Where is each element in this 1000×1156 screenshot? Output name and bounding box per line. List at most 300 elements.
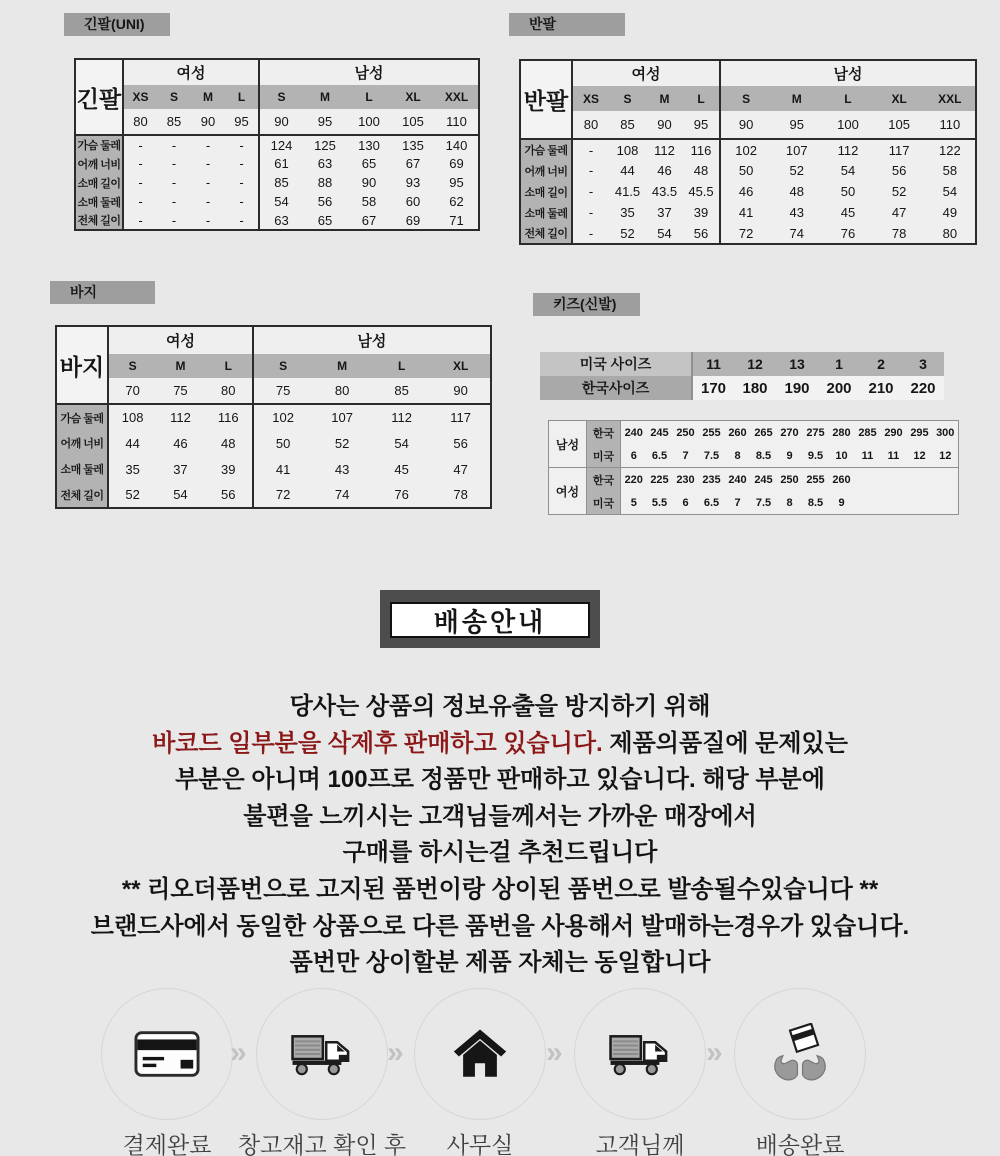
value-cell: - xyxy=(138,137,143,153)
value-cell: 9 xyxy=(838,496,845,509)
value-cell xyxy=(933,491,959,515)
value-cell: XXL xyxy=(435,85,479,109)
notice-line xyxy=(0,835,1000,872)
value-cell: 112 xyxy=(837,142,859,158)
value-cell: 78 xyxy=(453,487,468,502)
value-cell: 110 xyxy=(435,109,479,135)
value-cell: 11 xyxy=(861,449,874,462)
value-cell: 10 xyxy=(835,449,848,462)
value-cell: 56 xyxy=(891,163,907,178)
value-cell: 56 xyxy=(453,435,468,451)
notice-line xyxy=(0,726,1000,763)
value-cell: - xyxy=(171,194,177,209)
value-cell: 65 xyxy=(361,156,377,171)
shipping-notice-text xyxy=(0,689,1000,982)
value-cell: 112 xyxy=(654,142,675,158)
value-cell: 225 xyxy=(647,468,673,492)
value-cell: 52 xyxy=(334,435,350,451)
value-cell: 52 xyxy=(620,225,635,241)
chevron-right-icon: » xyxy=(230,1036,247,1069)
value-cell: 70 xyxy=(108,378,156,404)
row-label-cell: 소매 길이 xyxy=(520,181,572,202)
value-cell: 240 xyxy=(624,426,643,439)
table-row xyxy=(520,60,976,86)
value-cell: 41.5 xyxy=(614,184,641,199)
table-row xyxy=(75,211,479,230)
value-cell: 250 xyxy=(777,468,803,492)
table-row xyxy=(549,444,959,468)
value-cell: 270 xyxy=(780,426,799,439)
value-cell: 105 xyxy=(391,109,435,135)
value-cell: 112 xyxy=(391,410,412,425)
table-row xyxy=(75,59,479,85)
value-cell: 37 xyxy=(173,461,188,477)
value-cell: S xyxy=(253,354,313,378)
value-cell: 95 xyxy=(225,109,259,135)
value-cell xyxy=(907,468,933,492)
table-row xyxy=(520,223,976,244)
value-cell: 9.5 xyxy=(807,449,824,462)
value-cell: 260 xyxy=(728,426,747,439)
notice-line xyxy=(0,909,1000,946)
value-cell: - xyxy=(239,156,244,171)
value-cell: 295 xyxy=(910,426,929,439)
value-cell: 여성 xyxy=(176,65,206,82)
value-cell: - xyxy=(239,212,244,228)
value-cell: 80 xyxy=(123,109,157,135)
table-row xyxy=(75,109,479,135)
value-cell: - xyxy=(171,137,177,153)
row-label-cell: 한국 xyxy=(587,421,621,445)
value-cell: 50 xyxy=(840,184,856,199)
value-cell: - xyxy=(588,184,594,199)
row-label-cell: 한국사이즈 xyxy=(540,376,692,400)
value-cell: - xyxy=(171,212,177,228)
value-cell: 255 xyxy=(803,468,829,492)
process-step-label: 배송완료 xyxy=(755,1132,845,1156)
notice-text: 구매를 하시는걸 추천드립니다 xyxy=(342,839,658,867)
table-title-cell: 긴팔 xyxy=(75,59,123,135)
table-row xyxy=(549,421,959,445)
table-row xyxy=(56,354,491,378)
value-cell: 85 xyxy=(259,173,303,192)
value-cell: 44 xyxy=(620,163,635,178)
table-row xyxy=(75,85,479,109)
notice-line xyxy=(0,689,1000,726)
row-label-cell: 가슴 둘레 xyxy=(56,404,108,430)
value-cell: 54 xyxy=(259,192,303,211)
notice-text: 품번만 상이할분 제품 자체는 동일합니다 xyxy=(289,949,711,977)
notice-text: 불편을 느끼시는 고객님들께서는 가까운 매장에서 xyxy=(243,802,757,830)
row-label-cell: 미국 사이즈 xyxy=(540,352,692,376)
row-label-cell: 소매 길이 xyxy=(75,173,123,192)
value-cell: 95 xyxy=(449,175,464,190)
row-label-cell: 어깨 너비 xyxy=(56,430,108,456)
value-cell: 49 xyxy=(942,205,958,220)
value-cell: 48 xyxy=(693,163,709,178)
value-cell: 54 xyxy=(942,184,958,199)
value-cell: 90 xyxy=(191,109,225,135)
truck-icon xyxy=(290,1031,354,1077)
table-row xyxy=(520,86,976,111)
value-cell: 220 xyxy=(902,376,944,400)
value-cell: - xyxy=(239,175,244,190)
value-cell: 58 xyxy=(942,163,958,178)
value-cell: 56 xyxy=(221,487,236,502)
notice-text: 당사는 상품의 정보유출을 방지하기 위해 xyxy=(289,693,711,720)
value-cell: 54 xyxy=(173,487,188,502)
value-cell xyxy=(933,468,959,492)
table-row xyxy=(549,491,959,515)
value-cell: S xyxy=(157,85,191,109)
value-cell: 7 xyxy=(682,449,689,462)
value-cell: 88 xyxy=(317,175,333,190)
value-cell: - xyxy=(171,156,177,171)
value-cell: M xyxy=(646,86,683,111)
value-cell: - xyxy=(205,212,211,228)
value-cell: 90 xyxy=(431,378,491,404)
value-cell: 80 xyxy=(572,111,609,139)
value-cell: 105 xyxy=(874,111,925,139)
value-cell: L xyxy=(822,86,873,111)
row-label-cell: 한국 xyxy=(587,468,621,492)
tag-pants: 바지 xyxy=(50,281,155,304)
value-cell: M xyxy=(191,85,225,109)
value-cell: 12 xyxy=(913,449,926,462)
value-cell: 46 xyxy=(657,163,672,178)
shipping-notice-frame xyxy=(380,590,600,648)
value-cell: 245 xyxy=(751,468,777,492)
value-cell: 100 xyxy=(822,111,873,139)
value-cell: 50 xyxy=(253,430,313,456)
value-cell: 85 xyxy=(157,109,191,135)
value-cell: L xyxy=(347,85,391,109)
notice-line xyxy=(0,945,1000,982)
value-cell: 90 xyxy=(259,109,303,135)
value-cell: 3 xyxy=(902,352,944,376)
value-cell: 56 xyxy=(317,194,333,209)
value-cell xyxy=(855,491,881,515)
value-cell: XL xyxy=(431,354,491,378)
value-cell: 117 xyxy=(450,410,471,425)
value-cell: 85 xyxy=(372,378,432,404)
table-row xyxy=(520,111,976,139)
value-cell: 39 xyxy=(693,205,709,220)
value-cell: 80 xyxy=(312,378,372,404)
value-cell: 135 xyxy=(402,137,424,153)
row-label-cell: 미국 xyxy=(587,491,621,515)
value-cell: 250 xyxy=(676,426,695,439)
value-cell: 140 xyxy=(445,137,468,153)
value-cell: 285 xyxy=(858,426,877,439)
value-cell: - xyxy=(138,156,143,171)
value-cell: - xyxy=(239,137,244,153)
value-cell: 280 xyxy=(832,426,851,439)
value-cell: 108 xyxy=(121,410,144,425)
value-cell: 5.5 xyxy=(651,496,668,509)
value-cell: 130 xyxy=(358,137,380,153)
value-cell: 56 xyxy=(693,225,709,241)
value-cell: 80 xyxy=(942,225,958,241)
value-cell: 110 xyxy=(925,111,976,139)
value-cell: L xyxy=(683,86,720,111)
value-cell: 108 xyxy=(616,142,639,158)
value-cell: - xyxy=(171,175,177,190)
value-cell: 116 xyxy=(217,410,239,425)
value-cell: 65 xyxy=(317,212,333,228)
row-label-cell: 소매 둘레 xyxy=(520,202,572,223)
notice-text: 브랜드사에서 동일한 상품으로 다른 품번을 사용해서 발매하는경우가 있습니다. xyxy=(90,912,910,940)
table-row xyxy=(520,202,976,223)
group-label-cell: 남성 xyxy=(549,421,587,468)
value-cell: 50 xyxy=(720,160,771,181)
value-cell: 45.5 xyxy=(688,184,714,199)
table-row xyxy=(56,378,491,404)
value-cell: 78 xyxy=(891,225,907,241)
value-cell: - xyxy=(588,142,594,158)
value-cell: 45 xyxy=(840,205,856,220)
value-cell: XL xyxy=(391,85,435,109)
value-cell: 90 xyxy=(361,175,377,190)
value-cell: 67 xyxy=(405,156,421,171)
value-cell: 7.5 xyxy=(703,449,720,462)
value-cell: 210 xyxy=(860,376,902,400)
value-cell: 13 xyxy=(776,352,818,376)
process-step-label: 사무실 xyxy=(446,1132,514,1156)
row-label-cell: 소매 둘레 xyxy=(75,192,123,211)
value-cell: 235 xyxy=(699,468,725,492)
value-cell: 100 xyxy=(347,109,391,135)
value-cell: 12 xyxy=(939,449,952,462)
value-cell: 107 xyxy=(785,142,808,158)
value-cell: 93 xyxy=(405,175,421,190)
table-row xyxy=(75,154,479,173)
package-hands-icon xyxy=(770,1023,830,1085)
value-cell: 37 xyxy=(657,205,672,220)
shortsleeve-size-table xyxy=(519,59,977,245)
value-cell: 125 xyxy=(314,137,336,153)
value-cell: L xyxy=(372,354,432,378)
value-cell: - xyxy=(138,175,143,190)
value-cell: XL xyxy=(874,86,925,111)
value-cell: S xyxy=(609,86,646,111)
value-cell: 69 xyxy=(405,212,421,228)
process-step-circle xyxy=(101,988,233,1120)
table-row xyxy=(540,352,944,376)
value-cell: 48 xyxy=(221,435,236,451)
value-cell: 남성 xyxy=(720,60,976,86)
value-cell: 11 xyxy=(692,352,734,376)
notice-text: ** 리오더품번으로 고지된 품번이랑 상이된 품번으로 발송될수있습니다 ** xyxy=(121,875,879,903)
table-row xyxy=(56,456,491,482)
value-cell: 75 xyxy=(253,378,313,404)
value-cell: L xyxy=(205,354,253,378)
value-cell: - xyxy=(239,194,244,209)
value-cell: 남성 xyxy=(259,59,479,85)
value-cell: 72 xyxy=(253,482,313,508)
value-cell: 75 xyxy=(156,378,204,404)
value-cell: 46 xyxy=(173,435,188,451)
value-cell: 35 xyxy=(125,461,140,477)
value-cell: 90 xyxy=(720,111,771,139)
value-cell: 265 xyxy=(754,426,773,439)
value-cell: 95 xyxy=(303,109,347,135)
table-row xyxy=(540,376,944,400)
value-cell: 85 xyxy=(609,111,646,139)
value-cell: 122 xyxy=(938,142,961,158)
value-cell: 8.5 xyxy=(807,496,824,509)
value-cell: 12 xyxy=(734,352,776,376)
notice-text: 제품의품질에 문제있는 xyxy=(602,729,848,757)
value-cell: 255 xyxy=(702,426,721,439)
pants-size-table xyxy=(55,325,492,509)
table-row xyxy=(56,482,491,508)
value-cell: 180 xyxy=(734,376,776,400)
row-label-cell: 소매 둘레 xyxy=(56,456,108,482)
process-step-circle xyxy=(574,988,706,1120)
value-cell: XXL xyxy=(925,86,976,111)
value-cell: - xyxy=(205,194,211,209)
value-cell: L xyxy=(225,85,259,109)
process-step-circle xyxy=(256,988,388,1120)
value-cell: S xyxy=(259,85,303,109)
value-cell: 8 xyxy=(786,496,793,509)
value-cell: 90 xyxy=(646,111,683,139)
value-cell: 240 xyxy=(725,468,751,492)
value-cell: 39 xyxy=(221,461,236,477)
value-cell: 52 xyxy=(891,184,907,199)
row-label-cell: 가슴 둘레 xyxy=(75,135,123,154)
value-cell: - xyxy=(588,225,594,241)
value-cell: - xyxy=(205,175,211,190)
value-cell: 290 xyxy=(884,426,903,439)
value-cell: 72 xyxy=(720,223,771,244)
value-cell: 35 xyxy=(620,205,635,220)
value-cell: 74 xyxy=(334,487,350,502)
value-cell xyxy=(881,491,907,515)
value-cell: 5 xyxy=(630,496,637,509)
notice-line xyxy=(0,762,1000,799)
value-cell: 107 xyxy=(331,410,353,425)
value-cell: 7.5 xyxy=(755,496,772,509)
value-cell: 6 xyxy=(630,449,637,462)
value-cell xyxy=(855,468,881,492)
longsleeve-size-table xyxy=(74,58,480,231)
chevron-right-icon: » xyxy=(546,1036,563,1069)
value-cell: 230 xyxy=(673,468,699,492)
value-cell: 여성 xyxy=(165,333,195,350)
value-cell: 74 xyxy=(789,225,805,241)
table-row xyxy=(520,181,976,202)
row-label-cell: 가슴 둘레 xyxy=(520,139,572,160)
value-cell: 300 xyxy=(936,426,955,439)
tag-longsleeve: 긴팔(UNI) xyxy=(64,13,170,36)
value-cell: 117 xyxy=(888,142,910,158)
value-cell: XS xyxy=(572,86,609,111)
value-cell: 58 xyxy=(361,194,377,209)
value-cell: 124 xyxy=(259,135,303,154)
value-cell: 54 xyxy=(657,225,672,241)
process-step-label: 창고재고 확인 후 xyxy=(237,1132,407,1156)
value-cell: 남성 xyxy=(253,326,491,354)
value-cell: 190 xyxy=(776,376,818,400)
value-cell: 46 xyxy=(720,181,771,202)
value-cell: 43.5 xyxy=(651,184,678,199)
value-cell: 220 xyxy=(621,468,647,492)
value-cell: 6 xyxy=(682,496,689,509)
value-cell: 63 xyxy=(317,156,333,171)
value-cell xyxy=(907,491,933,515)
value-cell: 48 xyxy=(789,184,805,199)
value-cell: 61 xyxy=(259,154,303,173)
value-cell: 6.5 xyxy=(703,496,720,509)
value-cell: 116 xyxy=(690,142,712,158)
row-label-cell: 전체 길이 xyxy=(75,211,123,230)
chevron-right-icon: » xyxy=(387,1036,404,1069)
value-cell: 47 xyxy=(453,461,468,477)
value-cell: 8.5 xyxy=(755,449,772,462)
value-cell: 170 xyxy=(692,376,734,400)
value-cell: 275 xyxy=(806,426,825,439)
value-cell: 95 xyxy=(683,111,720,139)
group-label-cell: 여성 xyxy=(549,468,587,515)
value-cell: 45 xyxy=(394,461,409,477)
row-label-cell: 전체 길이 xyxy=(520,223,572,244)
value-cell: 2 xyxy=(860,352,902,376)
process-step-circle xyxy=(734,988,866,1120)
table-row xyxy=(56,430,491,456)
notice-text: 부분은 아니며 100프로 정품만 판매하고 있습니다. 해당 부분에 xyxy=(175,766,825,794)
value-cell: 69 xyxy=(449,156,464,171)
value-cell: 7 xyxy=(734,496,741,509)
row-label-cell: 어깨 너비 xyxy=(520,160,572,181)
house-icon xyxy=(453,1029,507,1079)
value-cell: 41 xyxy=(253,456,313,482)
value-cell: 200 xyxy=(818,376,860,400)
value-cell: 245 xyxy=(650,426,669,439)
value-cell: 44 xyxy=(125,435,140,451)
value-cell: 43 xyxy=(334,461,350,477)
notice-text: 바코드 일부분을 삭제후 판매하고 있습니다. xyxy=(152,729,603,757)
value-cell: 95 xyxy=(771,111,822,139)
value-cell: - xyxy=(138,212,143,228)
value-cell: 41 xyxy=(720,202,771,223)
table-row xyxy=(520,139,976,160)
value-cell: 60 xyxy=(405,194,421,209)
row-label-cell: 어깨 너비 xyxy=(75,154,123,173)
value-cell: 62 xyxy=(449,194,464,209)
adult-shoe-size-table xyxy=(548,420,959,515)
value-cell: M xyxy=(156,354,204,378)
value-cell: - xyxy=(205,156,211,171)
value-cell: - xyxy=(588,205,594,220)
value-cell: 76 xyxy=(394,487,409,502)
process-step-label: 고객님께 xyxy=(595,1132,685,1156)
value-cell: 54 xyxy=(840,163,856,178)
table-row xyxy=(56,326,491,354)
row-label-cell: 전체 길이 xyxy=(56,482,108,508)
value-cell xyxy=(881,468,907,492)
value-cell: 102 xyxy=(253,404,313,430)
process-step-label: 결제완료 xyxy=(122,1132,212,1156)
value-cell: 54 xyxy=(394,435,409,451)
value-cell: 52 xyxy=(125,487,140,502)
value-cell: 80 xyxy=(205,378,253,404)
credit-card-icon xyxy=(134,1029,200,1079)
value-cell: 260 xyxy=(829,468,855,492)
table-row xyxy=(549,468,959,492)
value-cell: 52 xyxy=(789,163,805,178)
